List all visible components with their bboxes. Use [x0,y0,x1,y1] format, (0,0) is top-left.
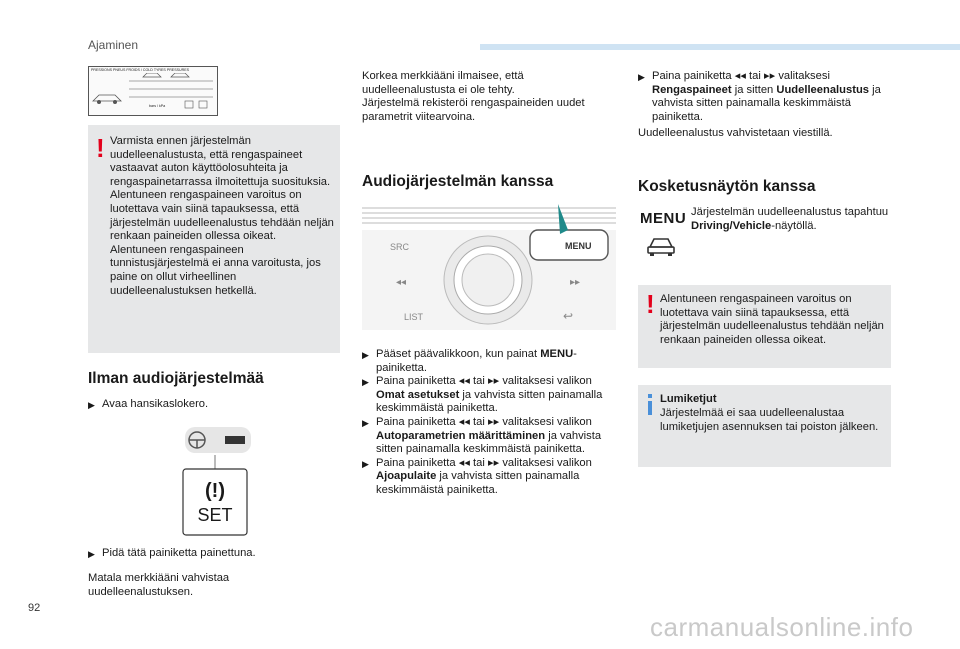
high-beep-intro: Korkea merkkiääni ilmaisee, että uudelleenalustusta ei ole tehty. Järjestelmä rekisteröi rengaspaineiden uudet parametrit viitearvoina. [362,70,585,123]
src-button[interactable]: SRC [390,242,410,252]
step-bold: Rengaspaineet [652,83,732,96]
low-beep-note: Matala merkkiääni vahvistaa uudelleenalustuksen. [88,572,230,598]
heading-touchscreen: Kosketusnäytön kanssa [638,178,816,195]
step-text: ja sitten [731,83,777,96]
page-number: 92 [28,602,41,614]
audio-step-4 [362,457,616,498]
step-text: Avaa hansikaslokero. [102,398,209,410]
bullet-marker-icon: ▶ [362,417,369,428]
confirm-message: Uudelleenalustus vahvistetaan viestillä. [638,127,833,139]
step-text: Paina painiketta ◂◂ tai ▸▸ valitaksesi valikon [376,415,592,428]
step-text: Järjestelmän uudelleenalustus tapahtuu [691,206,889,218]
warning-text: Varmista ennen järjestelmän uudelleenalustusta, että rengaspaineet vastaavat auton käyttöolosuhteita ja rengaspainetarrassa ilmoitettuja suosituksia. Alentuneen rengaspaineen varoitus on luotettava vain siinä tapauksessa, että järjestelmän uudelleenalustus tehdään neljän renkaan paineiden ollessa oikeat. Alentuneen rengaspaineen tunnistusjärjestelmä ei anna varoitusta, jos paine on ollut virheellinen uudelleenalustuksen hetkellä. [110,135,334,297]
step-text: Paina painiketta ◂◂ tai ▸▸ valitaksesi valikon [376,456,592,469]
step-text: Pääset päävalikkoon, kun painat [376,348,541,360]
step-bold: MENU [540,348,574,360]
bullet-marker-icon: ▶ [88,549,95,559]
warning-text: Alentuneen rengaspaineen varoitus on luotettava vain siinä tapauksessa, että järjestelmän uudelleenalustus tehdään neljän renkaan paineiden ollessa oikeat. [660,293,884,346]
label-text: PRESSIONS PNEUS FROIDS / COLD TYRES PRESSURES [91,68,189,72]
warning-exclamation-icon: ! [646,289,655,319]
back-button-icon[interactable]: ↩ [563,309,574,323]
warning-exclamation-icon: ! [96,133,105,163]
prev-button-icon[interactable]: ◂◂ [396,277,407,288]
audio-step-3 [362,416,616,457]
bullet-marker-icon: ▶ [638,72,645,82]
step-bold: Omat asetukset [376,388,460,401]
step-text: Pidä tätä painiketta painettuna. [102,547,256,559]
list-button[interactable]: LIST [404,312,424,322]
audio-steps-list [362,348,616,498]
bullet-marker-icon: ▶ [362,350,369,360]
info-icon [648,401,652,415]
touch-reset-text [691,206,891,233]
bullet-marker-icon: ▶ [362,377,369,388]
step-text: ja vahvista sitten painamalla keskimmäistä painiketta. [376,429,602,456]
step-bold: Driving/Vehicle [691,219,772,232]
step-text: ja vahvista sitten painamalla keskimmäistä painiketta. [652,83,881,123]
step-text: -näytöllä. [771,219,817,232]
info-box-snow-chains [638,385,891,467]
heading-with-audio: Audiojärjestelmän kanssa [362,173,554,190]
step-text: ja vahvista sitten painamalla keskimmäistä painiketta. [376,470,580,496]
header-bar [480,44,960,50]
menu-button[interactable]: MENU [565,241,592,251]
step-open-glovebox [88,398,340,413]
bullet-marker-icon: ▶ [88,400,95,410]
audio-step-1 [362,348,616,375]
step-text: Paina painiketta ◂◂ tai ▸▸ valitaksesi valikon [376,375,592,388]
tyre-pressure-label-image [88,66,218,116]
label-tag: bars / kPa [149,104,166,108]
heading-no-audio: Ilman audiojärjestelmää [88,370,264,387]
bullet-marker-icon: ▶ [362,458,369,469]
menu-label: MENU [640,210,687,227]
car-icon [646,233,676,257]
step-bold: Autoparametrien määrittäminen [376,429,546,442]
section-title: Ajaminen [88,38,139,52]
step-bold: Uudelleenalustus [776,83,870,96]
step-text: -painiketta. [376,348,577,374]
step-text: ja vahvista sitten painamalla keskimmäistä painiketta. [376,388,603,415]
final-step [638,70,892,124]
audio-panel-illustration [362,200,616,330]
warning-box-touch [638,285,891,368]
step-bold: Ajoapulaite [376,470,437,483]
info-icon-dot [648,394,652,398]
step-hold-button [88,547,340,562]
step-text: Paina painiketta ◂◂ tai ▸▸ valitaksesi [652,70,830,82]
next-button-icon[interactable]: ▸▸ [570,277,581,288]
warning-box-reset [88,125,340,353]
info-title: Lumiketjut [660,393,717,405]
set-button[interactable]: SET [197,505,233,525]
watermark-text: carmanualsonline.info [650,612,914,642]
audio-step-2 [362,375,616,416]
tpms-icon: (!) [205,480,225,502]
info-text: Järjestelmää ei saa uudelleenalustaa lumiketjujen asennuksen tai poiston jälkeen. [660,407,879,433]
